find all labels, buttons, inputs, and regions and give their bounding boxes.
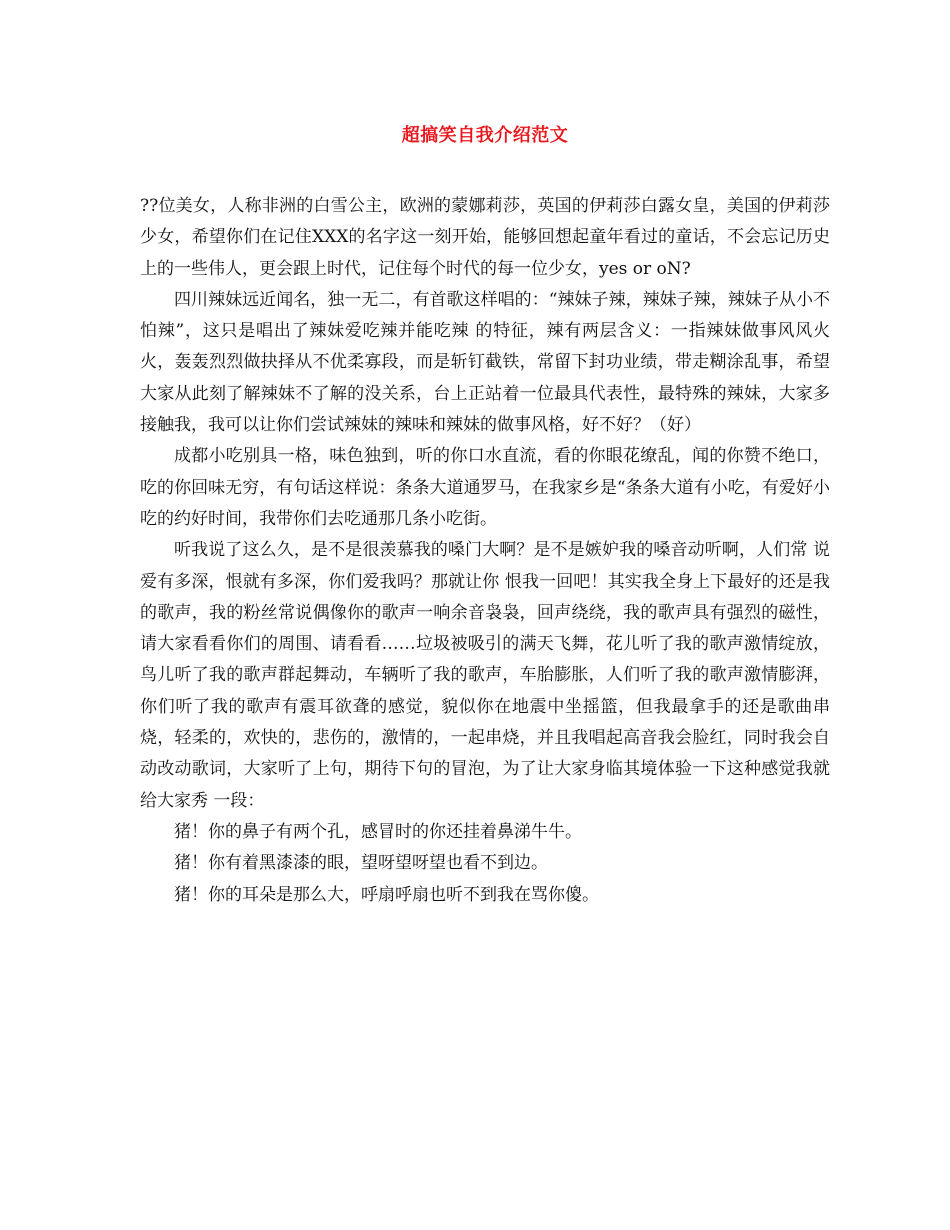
paragraph-3: 成都小吃别具一格，味色独到，听的你口水直流，看的你眼花缭乱，闻的你赞不绝口，吃的你回味无穷，有句话这样说：条条大道通罗马，在我家乡是“条条大道有小吃，有爱好小吃的约好时间，我带你们去吃通那几条小吃街。 (140, 446, 830, 529)
paragraph-1: ??位美女，人称非洲的白雪公主，欧洲的蒙娜莉莎，英国的伊莉莎白露女皇，美国的伊莉莎少女，希望你们在记住XXX的名字这一刻开始，能够回想起童年看过的童话，不会忘记历史上的一些伟人，更会跟上时代，记住每个时代的每一位少女，yes or oN? (140, 196, 830, 279)
document-title: 超搞笑自我介绍范文 (401, 125, 569, 146)
paragraph-7: 猪！你的耳朵是那么大，呼扇呼扇也听不到我在骂你傻。 (174, 884, 599, 905)
document-body (140, 191, 830, 911)
paragraph-4: 听我说了这么久，是不是很羡慕我的嗓门大啊？是不是嫉妒我的嗓音动听啊，人们常 说爱有多深，恨就有多深，你们爱我吗？那就让你 恨我一回吧！其实我全身上下最好的还是我的歌声，我的粉丝常说偶像你的歌声一响余音袅袅，回声绕绕，我的歌声具有强烈的磁性，请大家看看你们的周围、请看看……垃圾被吸引的满天飞舞，花儿听了我的歌声激情绽放，鸟儿听了我的歌声群起舞动，车辆听了我的歌声，车胎膨胀，人们听了我的歌声激情膨湃，你们听了我的歌声有震耳欲聋的感觉，貌似你在地震中坐摇篮，但我最拿手的还是歌曲串烧，轻柔的，欢快的，悲伤的，激情的，一起串烧，并且我唱起高音我会脸红，同时我会自动改动歌词，大家听了上句，期待下句的冒泡，为了让大家身临其境体验一下这种感觉我就给大家秀 一段： (140, 540, 830, 811)
paragraph-2: 四川辣妹远近闻名，独一无二，有首歌这样唱的：“辣妹子辣，辣妹子辣，辣妹子从小不怕辣”，这只是唱出了辣妹爱吃辣并能吃辣 的特征，辣有两层含义：一指辣妹做事风风火火，轰轰烈烈做抉择从不优柔寡段，而是斩钉截铁，常留下封功业绩，带走糊涂乱事，希望大家从此刻了解辣妹不了解的没关系，台上正站着一位最具代表性，最特殊的辣妹，大家多接触我，我可以让你们尝试辣妹的辣味和辣妹的做事风格，好不好？（好） (140, 289, 830, 436)
paragraph-5: 猪！你的鼻子有两个孔，感冒时的你还挂着鼻涕牛牛。 (174, 821, 582, 842)
paragraph-6: 猪！你有着黑漆漆的眼，望呀望呀望也看不到边。 (174, 853, 548, 874)
